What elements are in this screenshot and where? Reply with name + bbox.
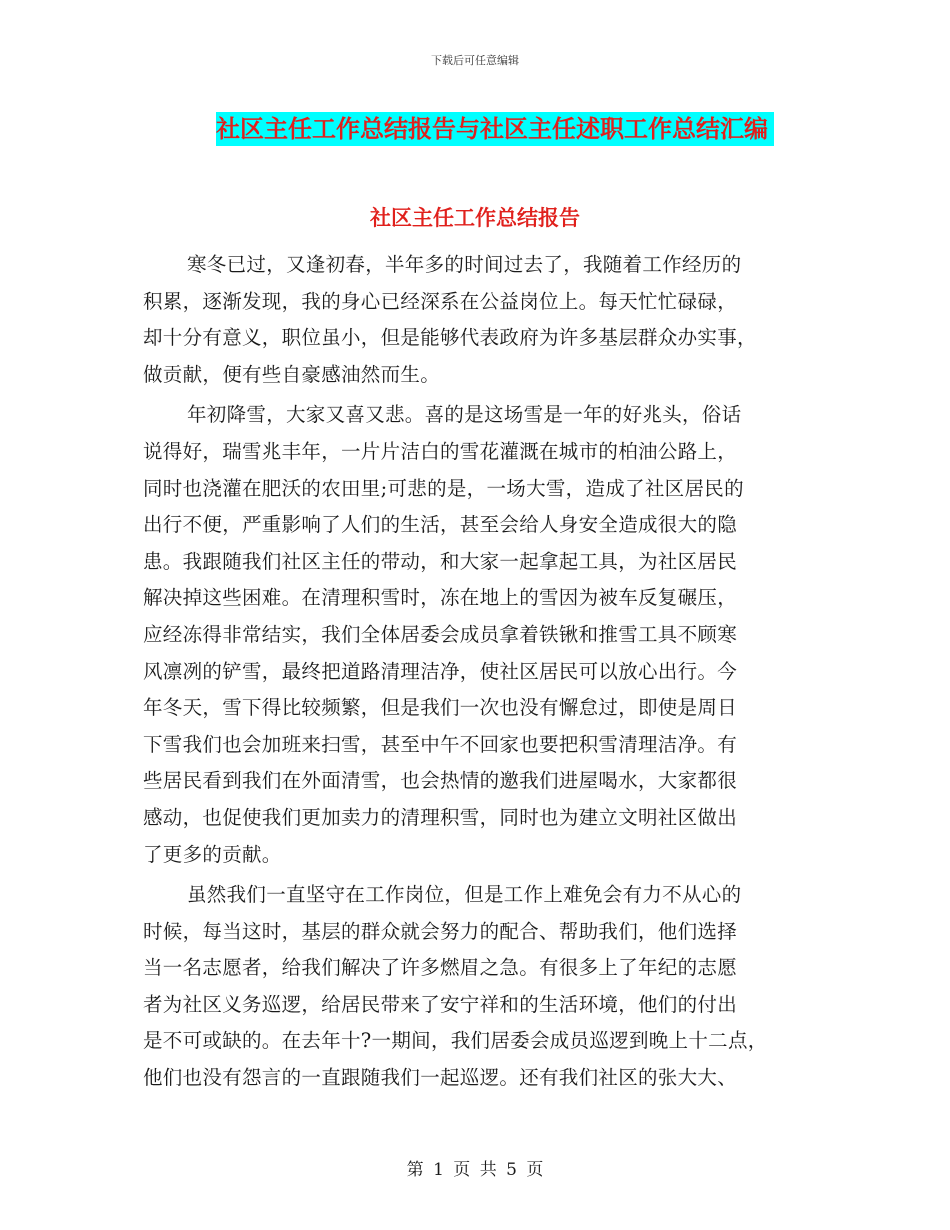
page-number-footer: 第 1 页 共 5 页 — [406, 1160, 544, 1180]
paragraph-2-line-13: 了更多的贡献。 — [143, 842, 282, 866]
paragraph-1-line-4: 做贡献，便有些自豪感油然而生。 — [143, 362, 441, 386]
paragraph-2-line-7: 应经冻得非常结实，我们全体居委会成员拿着铁锹和推雪工具不顾寒 — [143, 622, 738, 646]
paragraph-2-line-10: 下雪我们也会加班来扫雪，甚至中午不回家也要把积雪清理洁净。有 — [143, 732, 738, 756]
document-main-title: 社区主任工作总结报告与社区主任述职工作总结汇编 — [216, 112, 774, 146]
paragraph-1-line-2: 积累，逐渐发现，我的身心已经深系在公益岗位上。每天忙忙碌碌， — [143, 289, 738, 313]
paragraph-2-line-5: 患。我跟随我们社区主任的带动，和大家一起拿起工具，为社区居民 — [143, 549, 738, 573]
paragraph-2-line-12: 感动，也促使我们更加卖力的清理积雪，同时也为建立文明社区做出 — [143, 805, 738, 829]
page-header-note: 下载后可任意编辑 — [431, 54, 519, 67]
document-body — [143, 247, 815, 1097]
paragraph-2-line-4: 出行不便，严重影响了人们的生活，甚至会给人身安全造成很大的隐 — [143, 513, 738, 537]
paragraph-3-line-2: 时候，每当这时，基层的群众就会努力的配合、帮助我们，他们选择 — [143, 919, 738, 943]
paragraph-3-line-3: 当一名志愿者，给我们解决了许多燃眉之急。有很多上了年纪的志愿 — [143, 956, 738, 980]
paragraph-2-line-2: 说得好，瑞雪兆丰年，一片片洁白的雪花灌溉在城市的柏油公路上， — [143, 439, 738, 463]
section-title: 社区主任工作总结报告 — [370, 206, 580, 230]
paragraph-2-line-8: 风凛冽的铲雪，最终把道路清理洁净，使社区居民可以放心出行。今 — [143, 659, 738, 683]
main-title-wrap — [0, 112, 950, 146]
paragraph-2-line-3: 同时也浇灌在肥沃的农田里;可悲的是，一场大雪，造成了社区居民的 — [143, 476, 744, 500]
paragraph-3-line-5: 是不可或缺的。在去年十?一期间，我们居委会成员巡逻到晚上十二点， — [143, 1029, 768, 1053]
paragraph-2-line-1: 年初降雪，大家又喜又悲。喜的是这场雪是一年的好兆头，俗话 — [187, 403, 742, 427]
paragraph-3-line-4: 者为社区义务巡逻，给居民带来了安宁祥和的生活环境，他们的付出 — [143, 992, 738, 1016]
paragraph-2-line-6: 解决掉这些困难。在清理积雪时，冻在地上的雪因为被车反复碾压， — [143, 586, 738, 610]
paragraph-2-line-11: 些居民看到我们在外面清雪，也会热情的邀我们进屋喝水，大家都很 — [143, 769, 738, 793]
paragraph-3-line-1: 虽然我们一直坚守在工作岗位，但是工作上难免会有力不从心的 — [187, 883, 742, 907]
paragraph-3-line-6: 他们也没有怨言的一直跟随我们一起巡逻。还有我们社区的张大大、 — [143, 1066, 738, 1090]
paragraph-2-line-9: 年冬天，雪下得比较频繁，但是我们一次也没有懈怠过，即使是周日 — [143, 696, 738, 720]
paragraph-1-line-1: 寒冬已过，又逢初春，半年多的时间过去了，我随着工作经历的 — [187, 253, 742, 276]
paragraph-1-line-3: 却十分有意义，职位虽小，但是能够代表政府为许多基层群众办实事， — [143, 326, 757, 350]
